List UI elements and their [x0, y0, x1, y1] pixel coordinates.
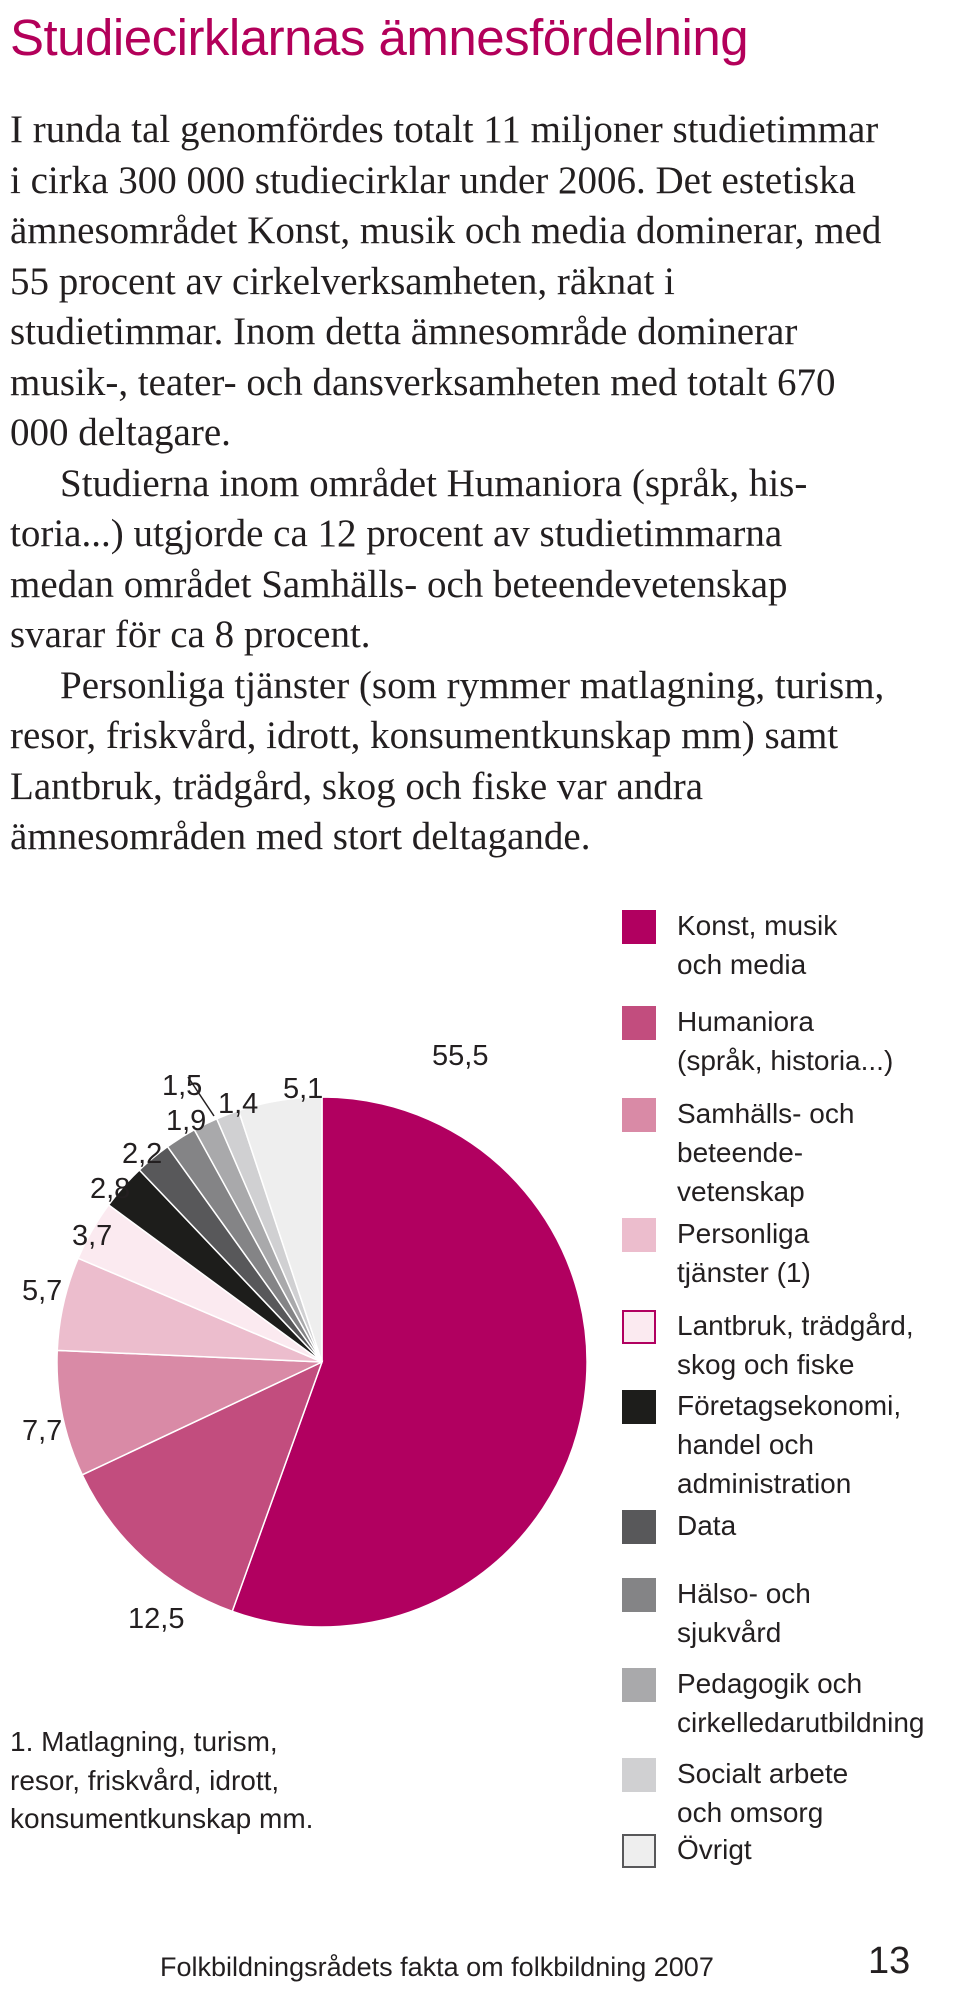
- legend-label: Hälso- och sjukvård: [677, 1578, 811, 1648]
- pie-value-label: 3,7: [72, 1220, 113, 1252]
- legend-label: Lantbruk, trädgård, skog och fiske: [677, 1310, 914, 1380]
- footnote: 1. Matlagning, turism, resor, friskvård, idrott, konsumentkunskap mm.: [10, 1726, 314, 1834]
- pie-value-label: 1,4: [218, 1088, 259, 1120]
- footer-publication: Folkbildningsrådets fakta om folkbildning 2007: [160, 1952, 714, 1982]
- legend-label: Personliga tjänster (1): [677, 1218, 811, 1288]
- paragraph-3: Personliga tjänster (som rymmer matlagning, turism, resor, friskvård, idrott, konsumentkunskap mm) samt Lantbruk, trädgård, skog och fiske var andra ämnesområden med stort deltagande.: [10, 663, 885, 858]
- pie-slices: [57, 1097, 587, 1627]
- page-number: 13: [868, 1940, 911, 1982]
- intro-text: [10, 105, 890, 863]
- paragraph-2: Studierna inom området Humaniora (språk, historia...) utgjorde ca 12 procent av studietimmarna medan området Samhälls- och beteendevetenskap svarar för ca 8 procent.: [10, 461, 808, 656]
- legend-label: Övrigt: [677, 1834, 752, 1865]
- legend-label: Data: [677, 1510, 737, 1541]
- legend-label: Konst, musik och media: [677, 910, 838, 980]
- pie-chart: [0, 1020, 620, 1710]
- legend-label: Samhälls- och beteende- vetenskap: [677, 1098, 855, 1207]
- legend-label: Pedagogik och cirkelledarutbildning: [677, 1668, 925, 1738]
- legend-swatch: [622, 1218, 656, 1252]
- pie-value-label: 2,8: [90, 1173, 131, 1205]
- legend-swatch: [622, 1758, 656, 1792]
- pie-value-label: 55,5: [432, 1040, 489, 1072]
- paragraph-1: I runda tal genomfördes totalt 11 miljoner studietimmar i cirka 300 000 studiecirklar under 2006. Det estetiska ämnesområdet Konst, musik och media dominerar, med 55 procent av cirkelverksamheten, räknat i studietimmar. Inom detta ämnesområde dominerar musik-, teater- och dansverksamheten med totalt 670 000 deltagare.: [10, 108, 882, 454]
- legend-swatch: [622, 1006, 656, 1040]
- pie-value-label: 7,7: [22, 1415, 63, 1447]
- pie-value-label: 2,2: [122, 1138, 163, 1170]
- legend-swatch: [622, 1668, 656, 1702]
- legend-swatch: [622, 1578, 656, 1612]
- page-title: Studiecirklarnas ämnesfördelning: [10, 9, 749, 66]
- legend-swatch: [622, 1834, 656, 1868]
- pie-value-label: 5,1: [283, 1073, 324, 1105]
- legend-swatch: [622, 1310, 656, 1344]
- pie-value-label: 12,5: [128, 1603, 185, 1635]
- legend-label: Humaniora (språk, historia...): [677, 1006, 894, 1076]
- pie-value-label: 1,5: [162, 1070, 203, 1102]
- pie-value-label: 1,9: [166, 1105, 207, 1137]
- legend-label: Socialt arbete och omsorg: [677, 1758, 849, 1828]
- pie-value-label: 5,7: [22, 1275, 63, 1307]
- legend-swatch: [622, 1390, 656, 1424]
- legend-swatch: [622, 910, 656, 944]
- legend-swatch: [622, 1098, 656, 1132]
- legend-label: Företagsekonomi, handel och administration: [677, 1390, 902, 1499]
- legend-swatch: [622, 1510, 656, 1544]
